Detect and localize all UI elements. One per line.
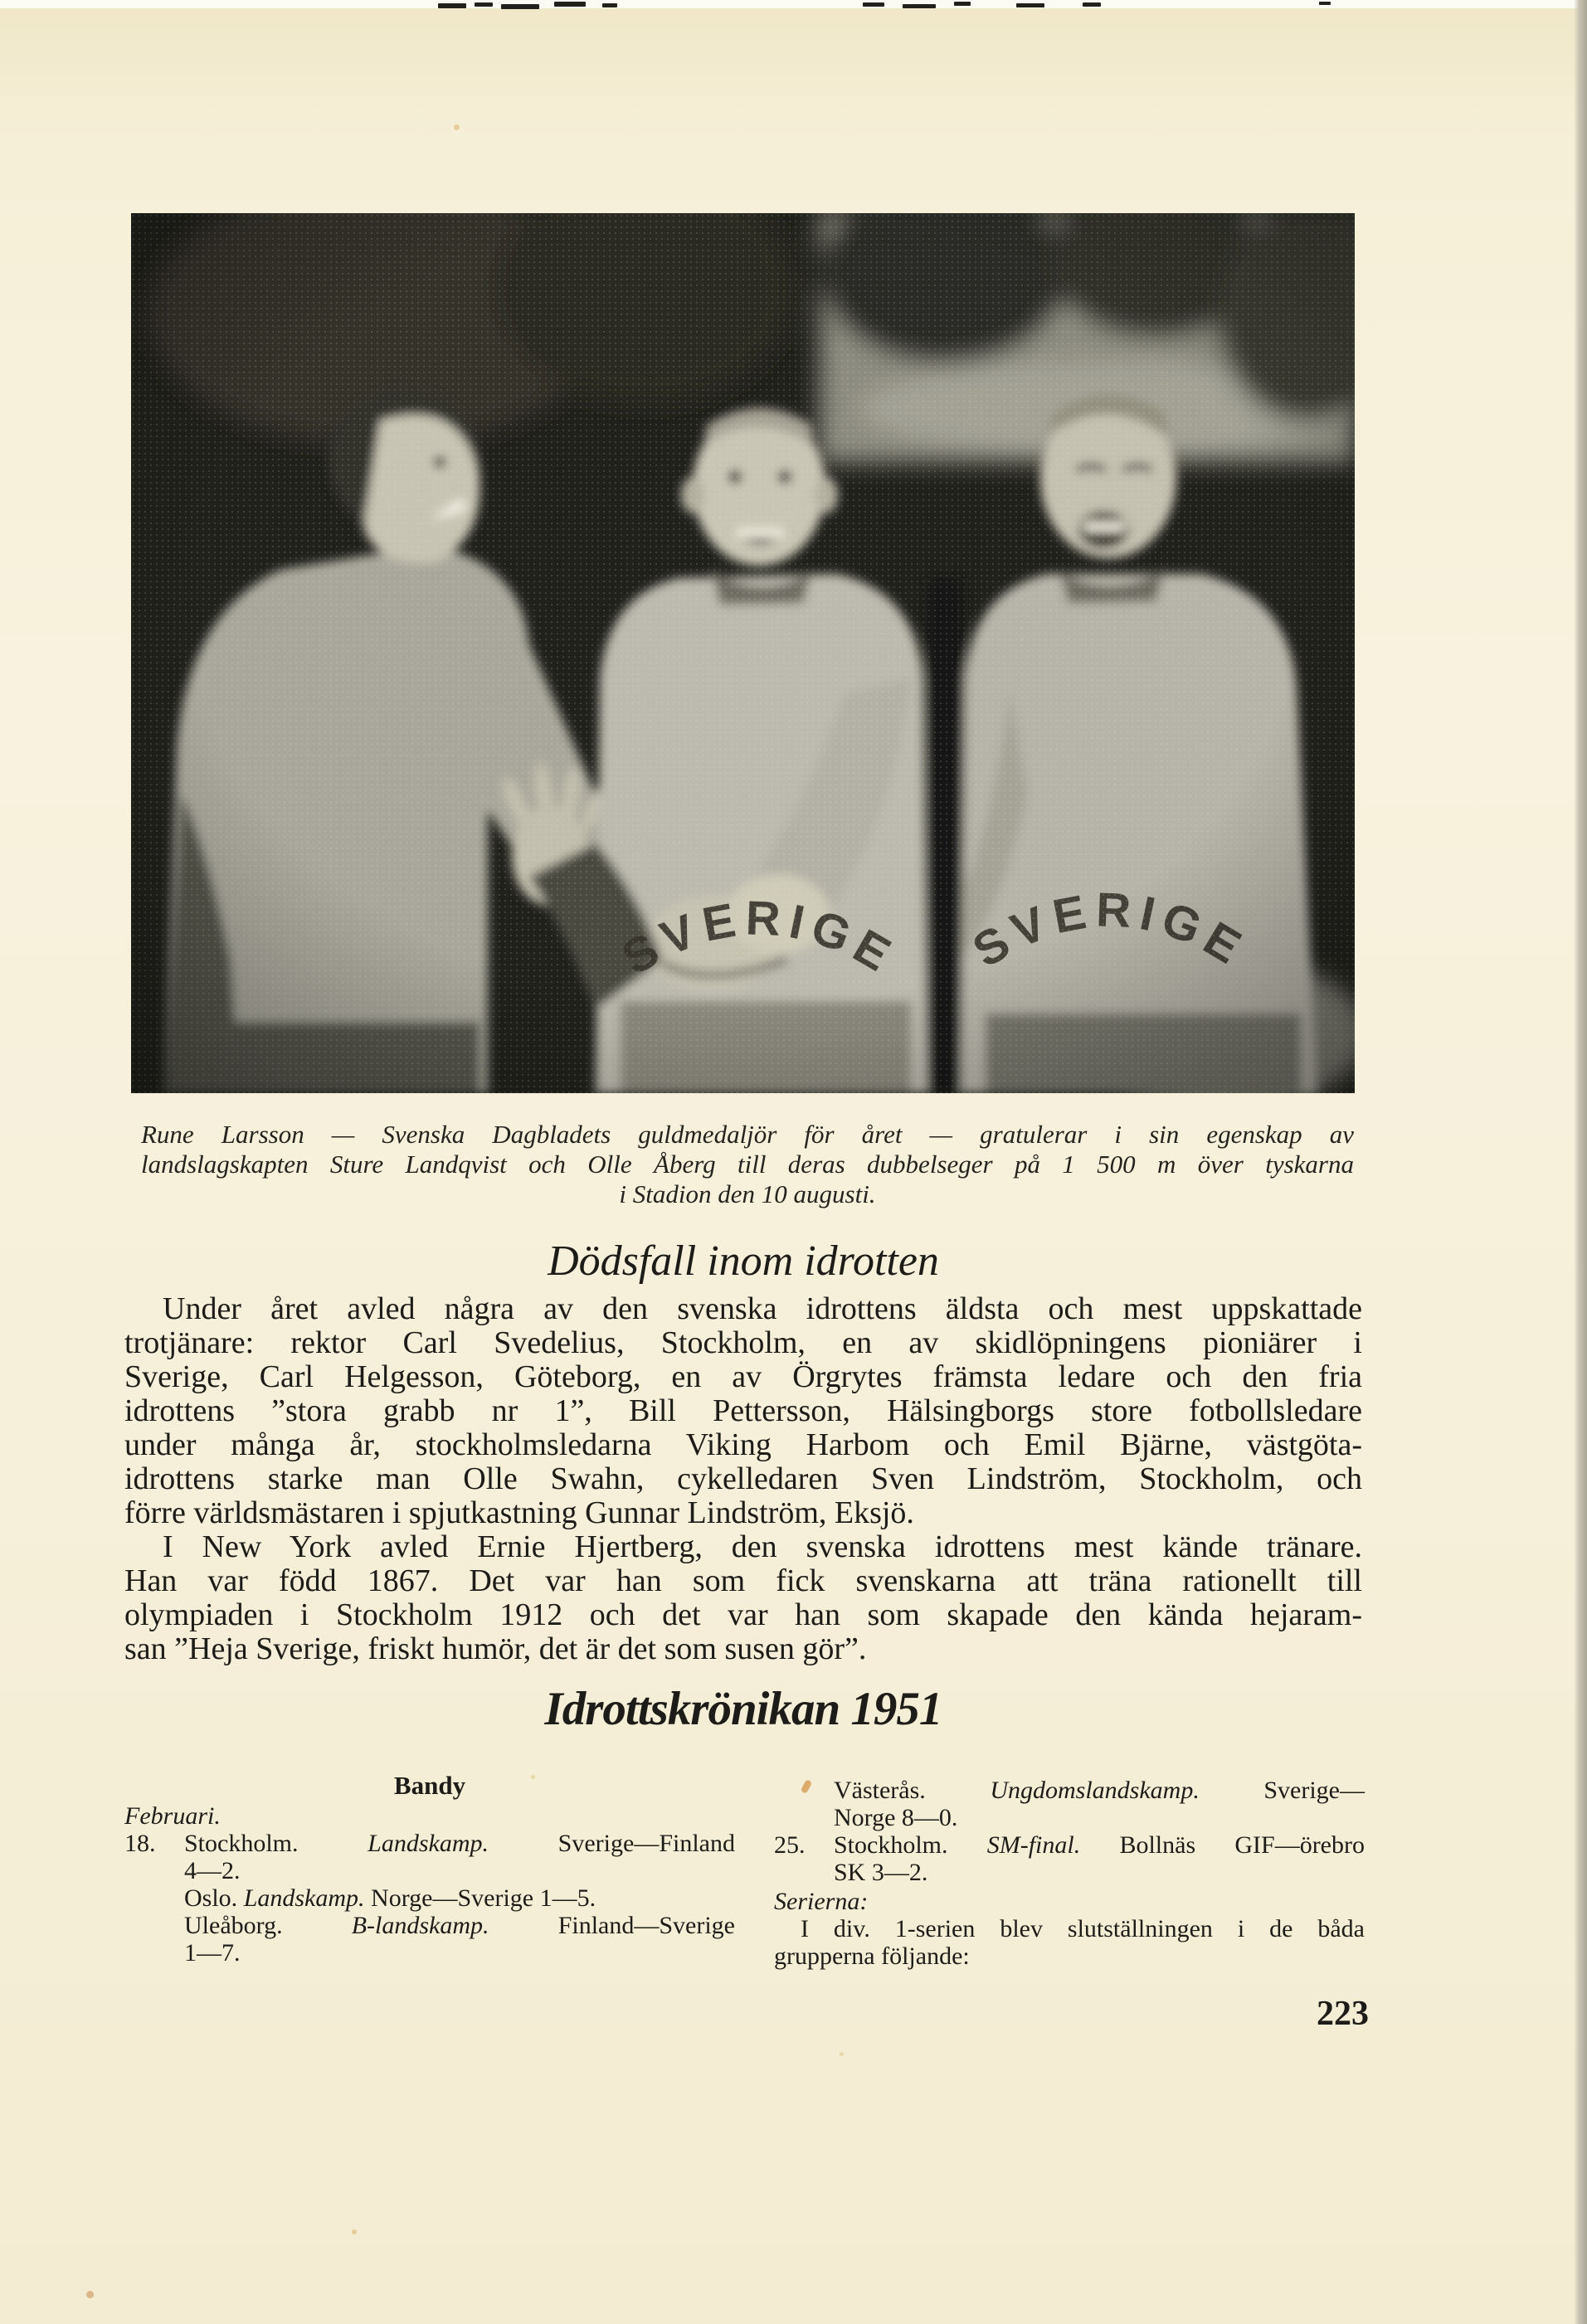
text-line: idrottens starke man Olle Swahn, cykelledaren Sven Lindström, Stockholm, och bbox=[124, 1461, 1362, 1496]
text-line: idrottens ”stora grabb nr 1”, Bill Pettersson, Hälsingborgs store fotbollsledare bbox=[124, 1393, 1362, 1428]
text-line: Stockholm. SM-final. Bollnäs GIF—örebro bbox=[834, 1831, 1365, 1859]
paper-speck bbox=[454, 124, 460, 130]
scan-edge-dash bbox=[554, 2, 586, 7]
result-entry bbox=[774, 1777, 1365, 1831]
scan-edge-top bbox=[0, 0, 1587, 8]
scan-edge-dash bbox=[863, 2, 884, 7]
paper-speck bbox=[531, 1775, 535, 1779]
text-line: 1—7. bbox=[184, 1939, 241, 1967]
text-line: under många år, stockholmsledarna Viking Harbom och Emil Bjärne, västgöta- bbox=[124, 1427, 1362, 1462]
text-line: förre världsmästaren i spjutkastning Gunnar Lindström, Eksjö. bbox=[124, 1495, 914, 1530]
text-line: I New York avled Ernie Hjertberg, den svenska idrottens mest kände tränare. bbox=[163, 1529, 1362, 1564]
text-line: Västerås. Ungdomslandskamp. Sverige— bbox=[834, 1777, 1365, 1804]
paragraph bbox=[124, 1292, 1362, 1530]
scan-edge-dash bbox=[903, 4, 936, 8]
text-line: SK 3—2. bbox=[834, 1859, 928, 1886]
text-line: i Stadion den 10 augusti. bbox=[619, 1179, 876, 1208]
photo-illustration bbox=[131, 213, 1355, 1093]
scan-edge-dash bbox=[1319, 2, 1331, 5]
paper-speck bbox=[86, 2291, 94, 2298]
text-line: landslagskapten Sture Landqvist och Olle Åberg till deras dubbelseger på 1 500 m över tyskarna bbox=[141, 1150, 1354, 1179]
sport-heading-bandy: Bandy bbox=[393, 1771, 466, 1800]
text-line: grupperna följande: bbox=[774, 1942, 970, 1970]
text-line: trotjänare: rektor Carl Svedelius, Stockholm, en av skidlöpningens pioniärer i bbox=[124, 1325, 1362, 1360]
text-line: I div. 1-serien blev slutställningen i de båda bbox=[801, 1915, 1365, 1942]
text-line: olympiaden i Stockholm 1912 och det var han som skapade den kända hejaram- bbox=[124, 1597, 1362, 1632]
right-entries bbox=[774, 1777, 1365, 1886]
paper-speck bbox=[352, 2229, 357, 2234]
page-number: 223 bbox=[1317, 1995, 1369, 2033]
scan-edge-dash bbox=[602, 3, 617, 7]
left-entries bbox=[124, 1830, 735, 1967]
scan-edge-dash bbox=[501, 4, 539, 9]
scan-edge-dash bbox=[1016, 3, 1044, 7]
scan-edge-dash bbox=[475, 2, 493, 7]
scan-edge-dash bbox=[438, 3, 466, 8]
text-line: san ”Heja Sverige, friskt humör, det är det som susen gör”. bbox=[124, 1631, 867, 1666]
result-entry bbox=[124, 1912, 735, 1967]
text-line: Under året avled några av den svenska idrottens äldsta och mest uppskattade bbox=[163, 1291, 1362, 1326]
text-line: 4—2. bbox=[184, 1857, 241, 1884]
paragraph bbox=[124, 1530, 1362, 1666]
text-line: Norge 8—0. bbox=[834, 1804, 958, 1831]
section-title-obituary: Dödsfall inom idrotten bbox=[548, 1237, 939, 1285]
serierna-label: Serierna: bbox=[774, 1888, 869, 1915]
text-line: Rune Larsson — Svenska Dagbladets guldmedaljör för året — gratulerar i sin egenskap av bbox=[141, 1120, 1354, 1149]
photo-caption bbox=[141, 1120, 1354, 1209]
entry-date-number: 25. bbox=[774, 1831, 806, 1859]
text-line: Oslo. Landskamp. Norge—Sverige 1—5. bbox=[184, 1884, 596, 1912]
paper-speck bbox=[840, 2052, 844, 2056]
chronicle-left-column bbox=[124, 1772, 735, 1967]
photograph bbox=[131, 213, 1355, 1093]
result-entry bbox=[774, 1831, 1365, 1886]
obituary-text bbox=[124, 1292, 1362, 1666]
text-line: Han var född 1867. Det var han som fick svenskarna att träna rationellt till bbox=[124, 1563, 1362, 1598]
text-line: Uleåborg. B-landskamp. Finland—Sverige bbox=[184, 1912, 735, 1939]
section-title-chronicle: Idrottskrönikan 1951 bbox=[544, 1683, 942, 1735]
result-entry bbox=[124, 1884, 735, 1912]
scan-edge-dash bbox=[954, 2, 971, 6]
scan-edge-right bbox=[1574, 0, 1587, 2324]
month-label: Februari. bbox=[124, 1802, 221, 1830]
chronicle-right-column bbox=[774, 1777, 1365, 1970]
scan-edge-dash bbox=[1083, 2, 1101, 7]
text-line: Stockholm. Landskamp. Sverige—Finland bbox=[184, 1830, 735, 1857]
result-entry bbox=[124, 1830, 735, 1884]
series-note bbox=[774, 1915, 1365, 1970]
entry-date-number: 18. bbox=[124, 1830, 156, 1857]
text-line: Sverige, Carl Helgesson, Göteborg, en av Örgrytes främsta ledare och den fria bbox=[124, 1359, 1362, 1394]
